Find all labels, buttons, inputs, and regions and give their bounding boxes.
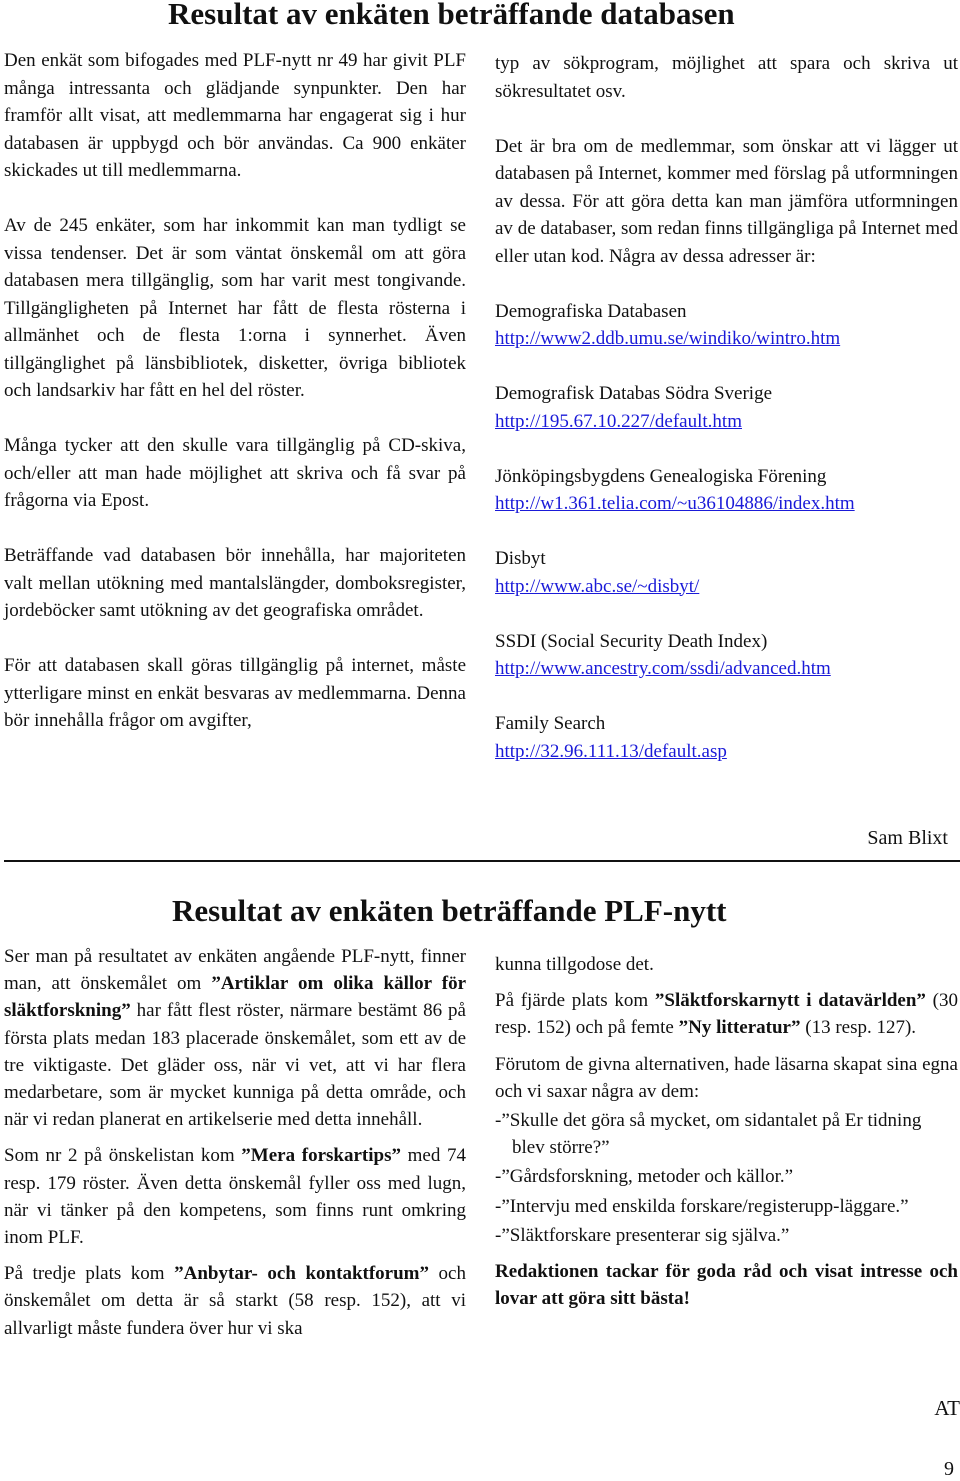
plf-paragraph: På fjärde plats kom ”Släktforskarnytt i datavärlden” (30 resp. 152) och på femte ”Ny litteratur” (13 resp. 127).: [495, 990, 958, 1039]
database-link-item: [495, 628, 958, 683]
editorial-thanks: Redaktionen tackar för goda råd och visat intresse och lovar att göra sitt bästa!: [495, 1261, 958, 1310]
plf-title: Resultat av enkäten beträffande PLF-nytt: [172, 893, 727, 928]
plf-paragraph: Ser man på resultatet av enkäten angående PLF-nytt, finner man, att önskemålet om ”Artiklar om olika källor för släktforskning” har fått flest röster, närmare bestämt 86 på första plats medan 183 placerade önskemålet, som ett av de tre viktigaste. Det gläder oss, när vi vet, att vi har flera medarbetare, som är mycket kunniga på detta område, och när vi redan planerat en artikelserie med detta innehåll.: [4, 946, 467, 1131]
database-url-link[interactable]: http://www.ancestry.com/ssdi/advanced.htm: [495, 658, 831, 679]
database-name: Family Search: [495, 713, 606, 734]
database-url-link[interactable]: http://195.67.10.227/default.htm: [495, 410, 742, 432]
reader-quote: -”Gårdsforskning, metoder och källor.”: [495, 1166, 794, 1188]
plf-paragraph: Som nr 2 på önskelistan kom ”Mera forskartips” med 74 resp. 179 röster. Även detta önskemål fyller oss med lugn, när vi tänker på den kompetens, som finns runt omkring inom PLF.: [4, 1145, 466, 1249]
survey-paragraph: Av de 245 enkäter, som har inkommit kan man tydligt se vissa tendenser. Det är som väntat önskemål om att göra databasen mera tillgänglig, som har varit mest tongivande. Tillgängligheten på Internet har fått de flesta rösterna i allmänhet och de flesta 1:orna i synnerhet. Även tillgänglighet på länsbibliotek, disketter, övriga bibliotek och landsarkiv har fått en hel del röster.: [4, 215, 466, 401]
database-name: Demografisk Databas Södra Sverige: [495, 383, 773, 404]
database-url-link[interactable]: http://32.96.111.13/default.asp: [495, 740, 727, 762]
survey-right-column: [495, 50, 958, 765]
database-url-link[interactable]: http://www.abc.se/~disbyt/: [495, 575, 700, 597]
plf-left-column: [4, 943, 466, 1351]
plf-paragraph: Förutom de givna alternativen, hade läsarna skapat sina egna och vi saxar några av dem:: [495, 1053, 958, 1102]
plf-paragraph: På tredje plats kom ”Anbytar- och kontaktforum” och önskemålet om detta är så starkt (58 resp. 152), att vi allvarligt måste fundera över hur vi ska: [4, 1263, 466, 1339]
survey-title: Resultat av enkäten beträffande databasen: [168, 0, 735, 31]
plf-right-column: [495, 951, 958, 1321]
plf-signature: AT: [934, 1396, 960, 1420]
reader-quote: -”Intervju med enskilda forskare/registerupp-läggare.”: [495, 1195, 909, 1217]
reader-quote: -”Skulle det göra så mycket, om sidantalet på Er tidning blev större?”: [495, 1110, 922, 1159]
survey-paragraph: För att databasen skall göras tillgänglig på internet, måste ytterligare minst en enkät besvaras av medlemmarna. Denna bör innehålla frågor om avgifter,: [4, 655, 466, 731]
survey-signature: Sam Blixt: [867, 827, 948, 849]
database-name: Disbyt: [495, 548, 546, 569]
page-number: 9: [944, 1458, 954, 1480]
survey-paragraph: Beträffande vad databasen bör innehålla, har majoriteten valt mellan utökning med mantalslängder, domboksregister, jordeböcker samt utökning av det geografiska området.: [4, 545, 466, 621]
plf-paragraph: kunna tillgodose det.: [495, 954, 654, 975]
survey-paragraph: Det är bra om de medlemmar, som önskar att vi lägger ut databasen på Internet, kommer med förslag på utformningen av dessa. För att göra detta kan man jämföra utformningen av de databaser, som redan finns tillgängliga på Internet med eller utan kod. Några av dessa adresser är:: [495, 135, 958, 267]
database-url-link[interactable]: http://www2.ddb.umu.se/windiko/wintro.htm: [495, 328, 841, 349]
database-link-item: [495, 463, 958, 518]
database-name: Demografiska Databasen: [495, 300, 687, 322]
database-name: Jönköpingsbygdens Genealogiska Förening: [495, 465, 827, 487]
section-divider: [4, 860, 960, 862]
database-link-item: [495, 298, 958, 353]
survey-paragraph: Många tycker att den skulle vara tillgänglig på CD-skiva, och/eller att man hade möjlighet att skriva och få svar på frågorna via Epost.: [4, 435, 466, 511]
database-url-link[interactable]: http://w1.361.telia.com/~u36104886/index.htm: [495, 493, 855, 514]
reader-quote: -”Släktforskare presenterar sig själva.”: [495, 1224, 790, 1246]
survey-paragraph: typ av sökprogram, möjlighet att spara och skriva ut sökresultatet osv.: [495, 53, 958, 102]
survey-left-column: [4, 47, 466, 735]
database-link-item: [495, 710, 958, 765]
database-link-item: [495, 380, 958, 435]
database-link-item: [495, 545, 958, 600]
database-name: SSDI (Social Security Death Index): [495, 630, 768, 652]
survey-paragraph: Den enkät som bifogades med PLF-nytt nr 49 har givit PLF många intressanta och glädjande synpunkter. Den har framför allt visat, att medlemmarna har engagerat sig i hur databasen är uppbygd och bör användas. Ca 900 enkäter skickades ut till medlemmarna.: [4, 50, 466, 181]
